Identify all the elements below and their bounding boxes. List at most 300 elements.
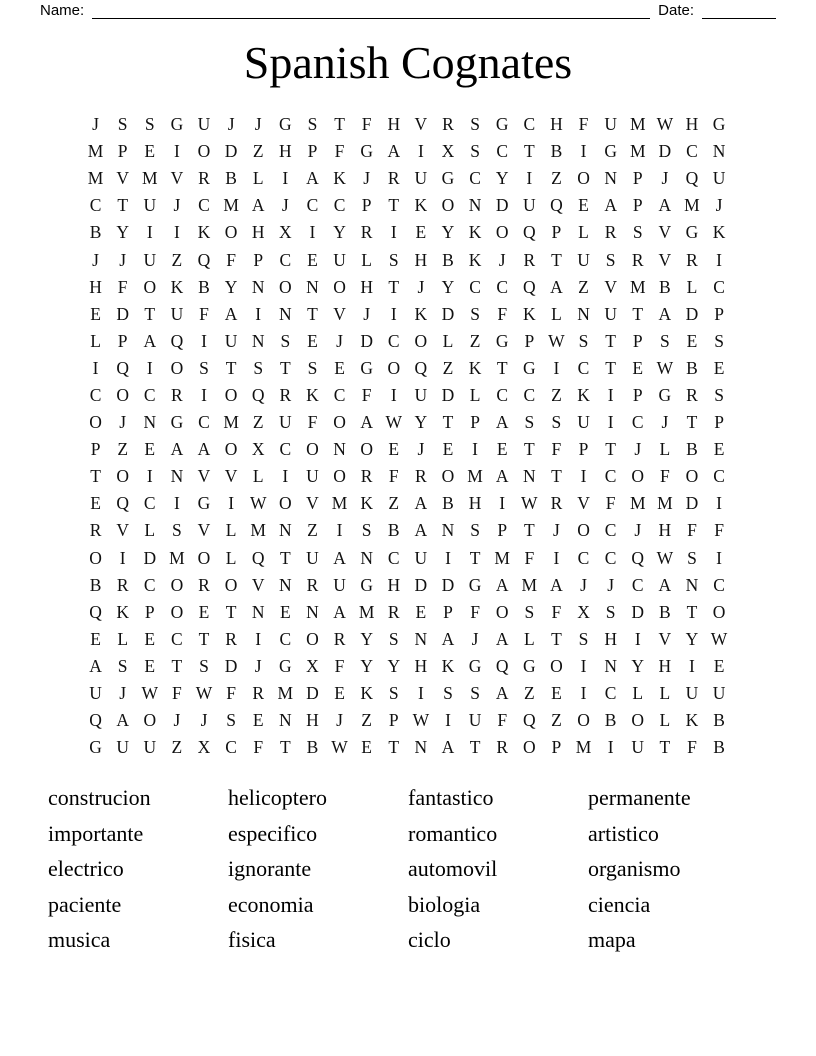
grid-letter: U: [414, 547, 428, 568]
grid-letter: M: [87, 168, 104, 189]
grid-letter: K: [468, 249, 482, 270]
grid-letter: U: [143, 195, 157, 216]
grid-letter: N: [170, 466, 184, 487]
grid-letter: F: [388, 466, 399, 487]
word-search-grid: [82, 111, 733, 761]
word-list-column: [48, 780, 228, 958]
grid-letter: J: [363, 168, 371, 189]
grid-letter: J: [119, 412, 127, 433]
grid-letter: B: [659, 276, 671, 297]
grid-letter: A: [414, 493, 428, 514]
grid-row: [82, 301, 733, 328]
grid-letter: F: [226, 683, 236, 704]
grid-letter: N: [685, 574, 699, 595]
grid-letter: I: [580, 141, 587, 162]
grid-letter: J: [92, 249, 99, 270]
grid-letter: J: [607, 574, 615, 595]
grid-letter: G: [468, 574, 482, 595]
grid-letter: J: [580, 574, 587, 595]
grid-letter: C: [604, 547, 617, 568]
grid-letter: H: [279, 141, 292, 162]
grid-row: [82, 490, 733, 517]
grid-letter: C: [577, 357, 590, 378]
grid-letter: Z: [442, 357, 454, 378]
word-list: [48, 780, 772, 958]
grid-letter: K: [522, 303, 536, 324]
grid-letter: U: [604, 303, 617, 324]
grid-letter: P: [388, 710, 399, 731]
grid-letter: E: [307, 249, 318, 270]
word-list-item: economia: [228, 891, 314, 917]
grid-letter: P: [578, 439, 589, 460]
grid-letter: V: [658, 249, 672, 270]
grid-letter: F: [253, 737, 264, 758]
grid-letter: U: [414, 168, 428, 189]
grid-letter: K: [197, 222, 211, 243]
grid-letter: T: [171, 655, 183, 676]
grid-letter: W: [385, 412, 403, 433]
grid-letter: R: [523, 249, 536, 270]
grid-letter: N: [251, 601, 265, 622]
grid-letter: E: [90, 628, 101, 649]
grid-letter: C: [333, 384, 346, 405]
grid-letter: C: [604, 520, 617, 541]
grid-letter: Q: [550, 195, 563, 216]
grid-letter: I: [146, 466, 153, 487]
grid-letter: K: [414, 303, 428, 324]
grid-letter: N: [251, 330, 265, 351]
grid-letter: M: [494, 547, 510, 568]
grid-letter: F: [307, 412, 318, 433]
grid-letter: Q: [251, 547, 265, 568]
grid-letter: I: [390, 384, 397, 405]
grid-letter: Q: [522, 222, 536, 243]
grid-letter: Q: [522, 710, 536, 731]
grid-letter: I: [417, 683, 424, 704]
grid-letter: H: [360, 276, 373, 297]
grid-letter: A: [197, 439, 211, 460]
grid-letter: A: [143, 330, 157, 351]
grid-letter: I: [255, 628, 262, 649]
grid-row: [82, 545, 733, 572]
word-list-item: mapa: [588, 927, 636, 953]
grid-letter: B: [89, 574, 102, 595]
grid-letter: R: [631, 249, 644, 270]
grid-letter: F: [470, 601, 480, 622]
grid-letter: L: [686, 276, 698, 297]
grid-letter: N: [279, 520, 292, 541]
grid-letter: M: [467, 466, 483, 487]
grid-letter: U: [333, 574, 346, 595]
grid-letter: W: [412, 710, 430, 731]
grid-letter: Y: [360, 655, 373, 676]
grid-row: [82, 355, 733, 382]
grid-letter: E: [334, 357, 345, 378]
grid-row: [82, 328, 733, 355]
grid-letter: A: [441, 737, 455, 758]
grid-letter: I: [390, 222, 397, 243]
grid-letter: F: [361, 384, 372, 405]
grid-letter: C: [198, 412, 210, 433]
grid-letter: Z: [523, 683, 535, 704]
grid-letter: J: [119, 249, 127, 270]
grid-letter: S: [253, 357, 264, 378]
grid-letter: J: [553, 520, 560, 541]
grid-letter: P: [361, 195, 372, 216]
grid-letter: C: [713, 276, 725, 297]
grid-letter: P: [551, 737, 562, 758]
grid-letter: E: [713, 655, 725, 676]
grid-letter: B: [442, 493, 454, 514]
grid-letter: I: [146, 222, 153, 243]
grid-letter: H: [550, 114, 563, 135]
grid-letter: M: [629, 114, 646, 135]
grid-letter: F: [659, 466, 670, 487]
grid-letter: M: [575, 737, 592, 758]
grid-letter: F: [551, 601, 562, 622]
grid-letter: D: [495, 195, 509, 216]
grid-letter: I: [716, 493, 722, 514]
grid-letter: D: [441, 574, 455, 595]
grid-letter: R: [225, 628, 237, 649]
grid-letter: K: [468, 357, 482, 378]
grid-letter: A: [495, 574, 509, 595]
grid-letter: M: [277, 683, 294, 704]
grid-row: [82, 626, 733, 653]
grid-letter: U: [712, 168, 726, 189]
grid-letter: M: [629, 493, 646, 514]
grid-letter: I: [282, 466, 289, 487]
grid-letter: C: [171, 628, 183, 649]
grid-letter: O: [577, 710, 590, 731]
grid-letter: Z: [171, 737, 183, 758]
word-list-item: romantico: [408, 820, 498, 846]
grid-letter: I: [201, 330, 207, 351]
grid-letter: P: [524, 330, 535, 351]
grid-letter: I: [580, 466, 587, 487]
grid-letter: S: [307, 357, 318, 378]
grid-letter: T: [605, 439, 616, 460]
grid-letter: F: [199, 303, 209, 324]
grid-letter: C: [198, 195, 210, 216]
grid-letter: B: [550, 141, 563, 162]
grid-letter: W: [249, 493, 267, 514]
word-list-item: ignorante: [228, 856, 312, 882]
grid-letter: B: [306, 737, 319, 758]
grid-letter: E: [90, 303, 101, 324]
grid-letter: T: [117, 195, 129, 216]
grid-letter: Y: [414, 412, 428, 433]
grid-letter: C: [143, 574, 156, 595]
grid-letter: S: [199, 357, 209, 378]
grid-letter: M: [169, 547, 185, 568]
grid-letter: N: [414, 737, 428, 758]
grid-letter: T: [279, 737, 291, 758]
grid-letter: N: [279, 303, 292, 324]
grid-letter: A: [333, 601, 346, 622]
grid-letter: D: [306, 683, 319, 704]
grid-letter: I: [607, 737, 614, 758]
grid-letter: I: [417, 141, 424, 162]
grid-letter: I: [580, 683, 587, 704]
word-list-item: especifico: [228, 820, 318, 846]
grid-letter: A: [658, 195, 672, 216]
word-list-item: permanente: [588, 785, 691, 810]
grid-letter: I: [716, 249, 722, 270]
grid-letter: E: [496, 439, 508, 460]
grid-letter: S: [361, 520, 372, 541]
grid-letter: P: [714, 303, 724, 324]
grid-letter: Z: [252, 412, 264, 433]
grid-row: [82, 599, 733, 626]
page-title: Spanish Cognates: [243, 37, 573, 88]
grid-letter: G: [658, 384, 672, 405]
grid-letter: V: [224, 466, 238, 487]
grid-letter: O: [279, 493, 292, 514]
word-list-item: ciencia: [588, 891, 651, 917]
grid-letter: V: [604, 276, 617, 297]
grid-letter: C: [387, 547, 400, 568]
grid-letter: H: [387, 114, 401, 135]
grid-letter: W: [710, 628, 728, 649]
grid-letter: V: [414, 114, 428, 135]
grid-letter: C: [713, 466, 725, 487]
grid-letter: R: [306, 574, 319, 595]
grid-letter: E: [144, 655, 156, 676]
grid-letter: J: [634, 520, 642, 541]
grid-letter: K: [360, 683, 373, 704]
grid-row: [82, 165, 733, 192]
grid-letter: B: [686, 439, 698, 460]
grid-letter: Y: [441, 222, 455, 243]
grid-letter: V: [197, 466, 211, 487]
grid-letter: Z: [388, 493, 400, 514]
grid-letter: N: [306, 276, 319, 297]
grid-letter: L: [90, 330, 101, 351]
grid-letter: T: [442, 412, 454, 433]
grid-letter: T: [279, 357, 291, 378]
grid-letter: L: [659, 439, 671, 460]
grid-letter: L: [659, 683, 671, 704]
grid-letter: R: [252, 683, 265, 704]
grid-letter: P: [497, 520, 508, 541]
grid-letter: K: [360, 493, 373, 514]
grid-letter: Z: [469, 330, 481, 351]
grid-letter: E: [144, 628, 156, 649]
grid-letter: R: [116, 574, 129, 595]
grid-letter: G: [170, 412, 184, 433]
grid-letter: S: [307, 114, 318, 135]
grid-letter: T: [90, 466, 101, 487]
grid-letter: J: [634, 439, 642, 460]
grid-letter: O: [441, 195, 455, 216]
grid-letter: R: [279, 384, 292, 405]
grid-letter: O: [116, 466, 129, 487]
grid-letter: O: [170, 601, 184, 622]
grid-letter: S: [117, 655, 128, 676]
grid-letter: A: [495, 466, 509, 487]
grid-letter: O: [577, 520, 590, 541]
grid-letter: X: [577, 601, 590, 622]
grid-letter: R: [333, 628, 346, 649]
grid-letter: O: [360, 439, 373, 460]
grid-letter: Z: [252, 141, 264, 162]
grid-letter: A: [550, 574, 563, 595]
grid-letter: I: [255, 303, 262, 324]
grid-letter: B: [198, 276, 210, 297]
grid-letter: K: [685, 710, 699, 731]
grid-letter: O: [333, 466, 346, 487]
grid-letter: A: [495, 683, 509, 704]
grid-letter: Z: [578, 276, 589, 297]
grid-letter: C: [333, 195, 346, 216]
grid-letter: O: [116, 384, 129, 405]
grid-letter: U: [306, 466, 319, 487]
grid-letter: V: [197, 520, 211, 541]
grid-letter: L: [361, 249, 372, 270]
grid-letter: A: [306, 168, 319, 189]
grid-letter: E: [632, 357, 644, 378]
grid-row: [82, 436, 733, 463]
grid-letter: A: [550, 276, 563, 297]
grid-letter: S: [605, 601, 616, 622]
grid-letter: G: [279, 114, 292, 135]
grid-letter: T: [198, 628, 210, 649]
grid-letter: P: [117, 330, 128, 351]
grid-letter: G: [279, 655, 292, 676]
grid-letter: S: [117, 114, 128, 135]
grid-letter: K: [468, 222, 482, 243]
grid-letter: B: [604, 710, 617, 731]
grid-letter: U: [143, 249, 157, 270]
grid-letter: E: [551, 683, 562, 704]
grid-letter: C: [469, 276, 481, 297]
grid-letter: C: [631, 412, 644, 433]
grid-letter: C: [279, 439, 292, 460]
grid-letter: F: [226, 249, 236, 270]
grid-letter: T: [551, 466, 562, 487]
grid-letter: B: [686, 357, 698, 378]
grid-letter: O: [197, 547, 211, 568]
grid-letter: R: [686, 249, 698, 270]
grid-letter: F: [714, 520, 724, 541]
grid-letter: U: [333, 249, 346, 270]
grid-letter: J: [417, 439, 425, 460]
grid-letter: G: [360, 357, 373, 378]
grid-letter: R: [360, 466, 373, 487]
grid-letter: W: [548, 330, 565, 351]
grid-letter: C: [279, 628, 292, 649]
grid-letter: P: [632, 195, 643, 216]
grid-letter: I: [228, 493, 235, 514]
grid-letter: N: [251, 276, 265, 297]
grid-letter: V: [658, 628, 672, 649]
word-list-item: biologia: [408, 891, 481, 917]
grid-letter: O: [441, 466, 455, 487]
grid-letter: S: [551, 412, 562, 433]
grid-letter: E: [334, 683, 345, 704]
grid-letter: A: [495, 628, 509, 649]
grid-letter: I: [201, 384, 207, 405]
grid-letter: O: [414, 330, 428, 351]
grid-letter: E: [713, 439, 725, 460]
grid-letter: N: [360, 547, 373, 568]
grid-letter: S: [632, 222, 643, 243]
grid-letter: S: [226, 710, 236, 731]
grid-letter: F: [334, 655, 345, 676]
grid-letter: J: [498, 249, 506, 270]
grid-letter: T: [388, 195, 400, 216]
grid-letter: R: [387, 168, 400, 189]
grid-letter: T: [659, 737, 671, 758]
grid-letter: V: [116, 168, 129, 189]
grid-letter: M: [331, 493, 348, 514]
grid-letter: L: [578, 222, 589, 243]
grid-letter: I: [445, 547, 451, 568]
grid-letter: O: [712, 601, 726, 622]
grid-row: [82, 138, 733, 165]
grid-letter: M: [223, 412, 239, 433]
grid-letter: Z: [551, 710, 562, 731]
grid-letter: J: [173, 195, 181, 216]
grid-letter: O: [143, 276, 157, 297]
grid-letter: I: [526, 168, 533, 189]
grid-letter: A: [495, 412, 509, 433]
grid-letter: D: [441, 384, 455, 405]
grid-letter: W: [521, 493, 538, 514]
grid-letter: O: [685, 466, 699, 487]
grid-letter: P: [443, 601, 453, 622]
name-blank-line: [92, 3, 650, 19]
grid-letter: B: [89, 222, 102, 243]
grid-letter: H: [414, 249, 428, 270]
grid-letter: S: [714, 384, 724, 405]
grid-letter: Q: [495, 655, 509, 676]
grid-letter: N: [604, 655, 617, 676]
grid-letter: G: [197, 493, 211, 514]
grid-letter: C: [523, 384, 536, 405]
grid-letter: F: [551, 439, 562, 460]
grid-letter: S: [714, 330, 724, 351]
grid-letter: I: [92, 357, 99, 378]
grid-letter: R: [496, 737, 509, 758]
grid-letter: N: [306, 601, 319, 622]
grid-letter: J: [336, 710, 343, 731]
grid-letter: O: [89, 412, 102, 433]
grid-letter: E: [713, 357, 725, 378]
grid-letter: J: [363, 303, 371, 324]
grid-letter: U: [577, 412, 590, 433]
grid-letter: T: [551, 628, 562, 649]
grid-letter: Q: [116, 357, 129, 378]
grid-letter: T: [523, 439, 535, 460]
grid-letter: T: [469, 737, 481, 758]
grid-letter: X: [441, 141, 455, 162]
word-list-item: ciclo: [408, 927, 451, 953]
grid-letter: L: [225, 520, 237, 541]
grid-letter: Q: [414, 357, 428, 378]
grid-letter: C: [686, 141, 698, 162]
grid-letter: E: [686, 330, 698, 351]
grid-letter: N: [333, 439, 346, 460]
grid-letter: X: [306, 655, 319, 676]
grid-letter: F: [497, 710, 508, 731]
grid-letter: M: [141, 168, 158, 189]
grid-letter: O: [631, 466, 645, 487]
grid-letter: D: [224, 655, 238, 676]
grid-letter: F: [605, 493, 616, 514]
grid-letter: U: [685, 683, 699, 704]
